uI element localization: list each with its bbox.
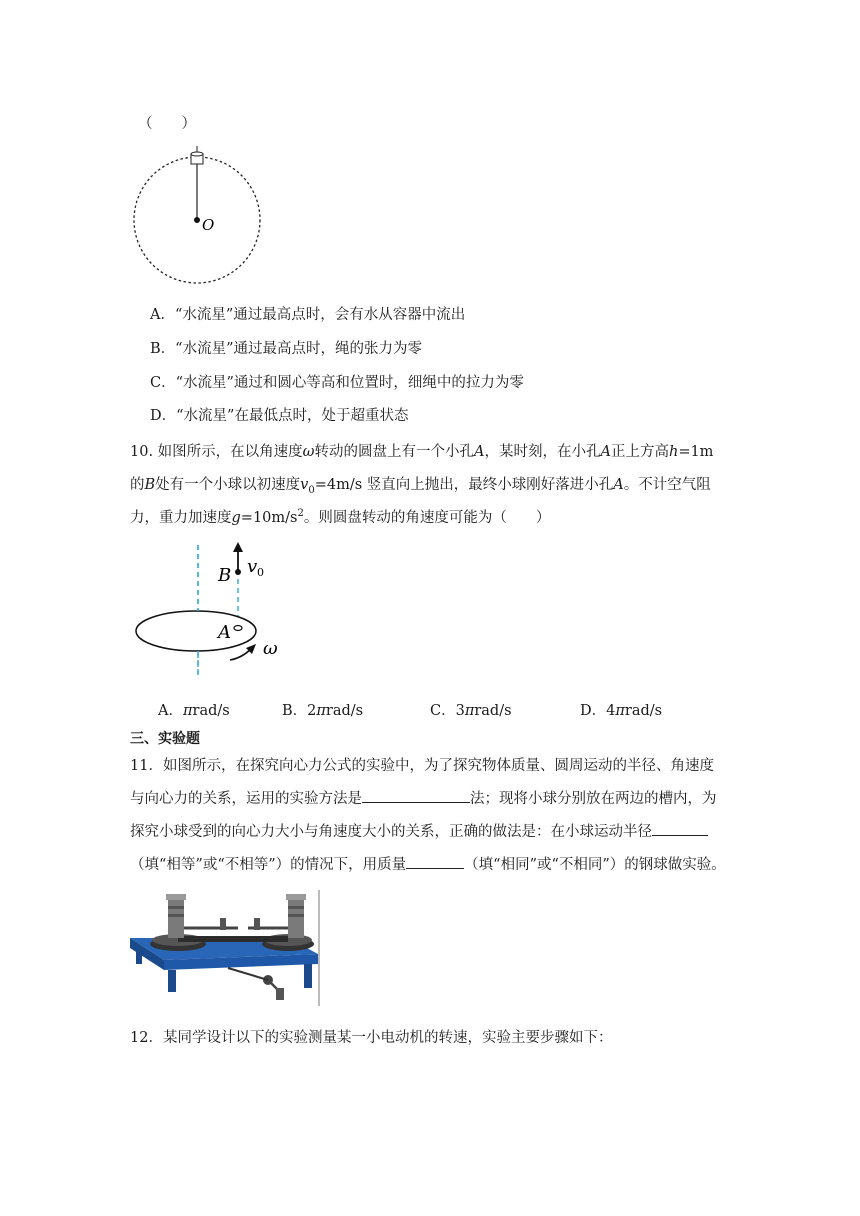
svg-text:B: B	[218, 565, 232, 586]
water-meteor-figure	[125, 140, 270, 290]
q12-line-1: 12．某同学设计以下的实验测量某一小电动机的转速，实验主要步骤如下：	[130, 1030, 613, 1046]
ball-b	[235, 569, 241, 575]
q11-line-4: （填“相等”或“不相等”）的情况下，用质量 （填“相同”或“不相同”）的钢球做实验。	[130, 853, 726, 874]
q10-option-b: B．2πrad/s	[282, 703, 364, 719]
svg-text:ω: ω	[263, 638, 278, 659]
q10-line-1: 10. 如图所示，在以角速度ω转动的圆盘上有一个小孔A，某时刻，在小孔A正上方高h=1m	[130, 444, 714, 460]
q9-option-a: A．“水流星”通过最高点时，会有水从容器中流出	[150, 307, 466, 323]
label-o: O	[202, 216, 215, 234]
center-dot	[194, 217, 200, 223]
q9-option-d: D．“水流星”在最低点时，处于超重状态	[150, 408, 409, 424]
blank-radius	[652, 821, 708, 836]
svg-text:A: A	[218, 622, 231, 643]
rotating-disk-figure	[130, 540, 300, 680]
q11-line-2: 与向心力的关系，运用的实验方法是 法；现将小球分别放在两边的槽内，为	[130, 787, 717, 808]
answer-bracket: （ ）	[138, 116, 196, 132]
q10-option-a: A．πrad/s	[158, 703, 230, 719]
blank-mass	[406, 854, 464, 869]
q10-line-3: 力，重力加速度$g=10m/s^2$。则圆盘转动的角速度可能为（ ）	[130, 508, 551, 526]
q9-option-c: C．“水流星”通过和圆心等高和位置时，细绳中的拉力为零	[150, 375, 524, 391]
hole-a	[234, 626, 242, 631]
q10-option-c: C．3πrad/s	[430, 703, 512, 719]
q9-option-b: B．“水流星”通过最高点时，绳的张力为零	[150, 341, 422, 357]
q10-line-2: 的B处有一个小球以初速度$v_0=4m/s$ 竖直向上抛出，最终小球刚好落进小孔A。不计空气阻	[130, 477, 711, 496]
svg-text:v: v	[247, 556, 258, 577]
svg-text:0: 0	[257, 566, 264, 579]
centripetal-apparatus-figure	[128, 888, 323, 1008]
q11-line-3: 探究小球受到的向心力大小与角速度大小的关系，正确的做法是：在小球运动半径	[130, 820, 708, 841]
q10-option-d: D．4πrad/s	[580, 703, 663, 719]
blank-method	[362, 788, 470, 803]
section-title: 三、实验题	[130, 731, 200, 747]
q11-line-1: 11．如图所示，在探究向心力公式的实验中，为了探究物体质量、圆周运动的半径、角速度	[130, 758, 714, 774]
